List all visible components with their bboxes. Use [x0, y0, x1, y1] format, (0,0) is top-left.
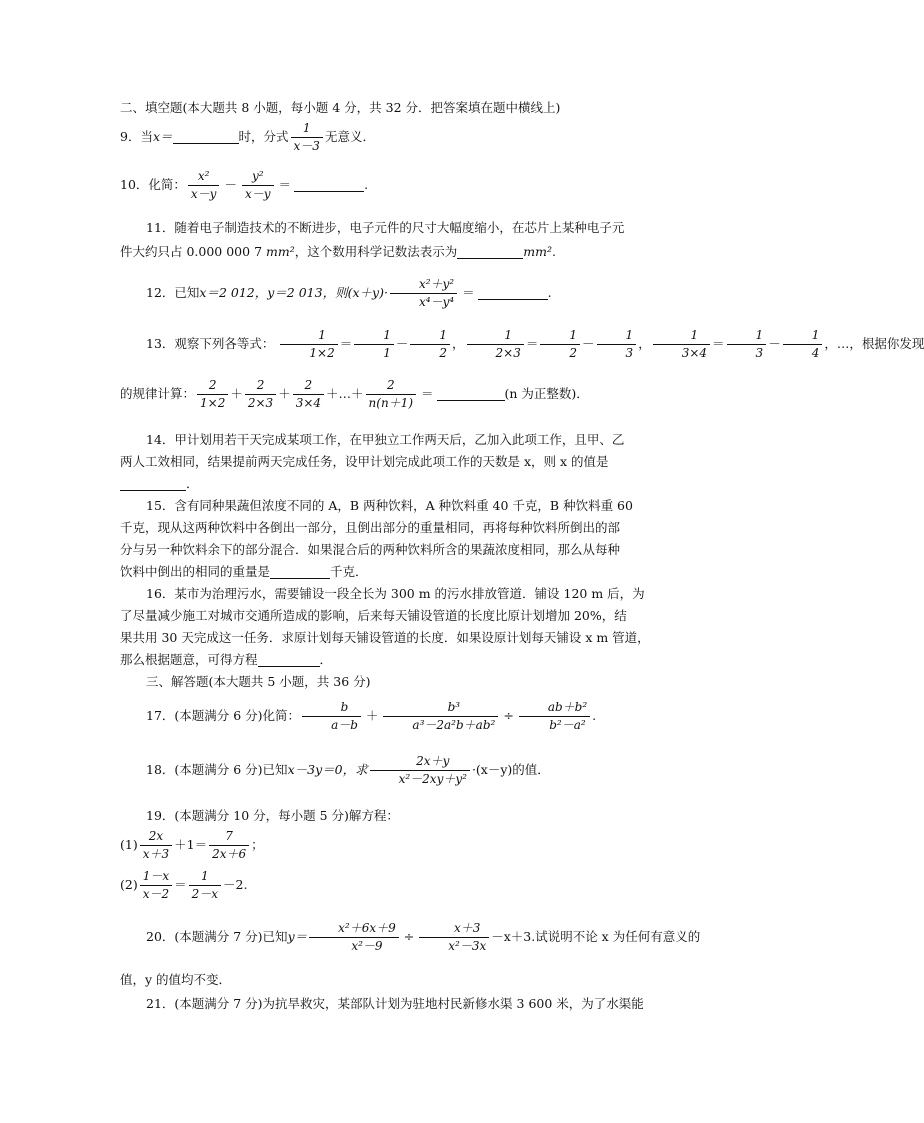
question-15-line-4: [120, 562, 680, 582]
question-14-line-2: 两人工效相同，结果提前两天完成任务，设甲计划完成此项工作的天数是 x，则 x 的值是: [120, 454, 609, 469]
q17-f1-den: a－b: [331, 718, 358, 732]
q10-minus: －: [224, 177, 237, 192]
q15-text: 饮料中倒出的相同的重量是: [120, 564, 271, 579]
q9-var: x＝: [152, 129, 173, 144]
q16-text: 那么根据题意，可得方程: [120, 652, 258, 667]
q19-p1-end: ；: [251, 837, 264, 852]
q19-p2-lnum: 1－x: [140, 868, 172, 886]
q13-t2-den: 2×3: [247, 396, 274, 410]
q14-end: ．: [186, 476, 199, 491]
q13-e3-d: 4: [811, 346, 820, 360]
q13-e2-b: 2: [569, 346, 578, 360]
q13-e3-lden: 3×4: [681, 346, 708, 360]
q9-suffix: 无意义．: [324, 129, 375, 144]
question-16-line-3: 果共用 30 天完成这一任务．求原计划每天铺设管道的长度．如果设原计划每天铺设 x m 管道，: [120, 630, 650, 645]
q18-tail: ·(x－y)的值．: [471, 762, 550, 777]
question-19-title: 19．(本题满分 10 分，每小题 5 分)解方程：: [146, 808, 399, 823]
question-12: [120, 275, 680, 311]
q12-prefix: 12．已知: [146, 285, 200, 300]
q9-prefix: 9．当: [120, 129, 153, 144]
q18-condition: x－3y＝0，求: [287, 762, 368, 777]
q20-tail: －x＋3.试说明不论 x 为任何有意义的: [491, 929, 701, 944]
q15-unit: 千克．: [330, 564, 368, 579]
q13-e2-a: 1: [540, 327, 580, 345]
q18-prefix: 18．(本题满分 6 分)已知: [146, 762, 288, 777]
q19-p1-rden: 2x＋6: [212, 847, 247, 861]
q12-answer-blank[interactable]: [478, 285, 548, 300]
q11-answer-blank[interactable]: [457, 244, 523, 259]
q12-frac-num: x²＋y²: [390, 276, 457, 294]
question-15-line-2: 千克，现从这两种饮料中各倒出一部分，且倒出部分的重量相同，再将每种饮料所倒出的部: [120, 520, 621, 535]
q13-e1-lden: 1×2: [309, 346, 335, 360]
question-19-part-2: [120, 866, 680, 904]
q10-f2-den: x－y: [244, 187, 271, 201]
q19-p2-label: (2): [120, 877, 138, 892]
q11-text-a: 件大约只占 0.000 000 7: [120, 244, 266, 259]
q12-end: .: [547, 285, 552, 300]
q13-e2-lden: 2×3: [495, 346, 521, 360]
q19-p2-rden: 2－x: [191, 887, 219, 901]
q19-p2-mid: ＝: [174, 877, 187, 892]
question-15-line-1: 15．含有同种果蔬但浓度不同的 A，B 两种饮料，A 种饮料重 40 千克，B 种饮料重 60: [146, 498, 633, 513]
section-3-title: 三、解答题(本大题共 5 小题，共 36 分): [146, 674, 371, 689]
question-14-line-3: [120, 474, 680, 494]
q13-e3-b: 3: [755, 346, 764, 360]
q13-last-den: n(n＋1): [368, 396, 414, 410]
q16-end: ．: [319, 652, 333, 667]
q17-op1: ＋: [365, 708, 379, 723]
q10-f2-num: y²: [242, 168, 274, 186]
q11-end: .: [551, 244, 556, 259]
q14-answer-blank[interactable]: [120, 476, 186, 491]
question-18: [120, 752, 680, 788]
q13-t3-den: 3×4: [295, 396, 322, 410]
q13-e2-lnum: 1: [467, 327, 524, 345]
q10-f1-den: x－y: [190, 187, 217, 201]
q10-end: .: [364, 177, 369, 192]
q19-p1-lden: x＋3: [142, 847, 170, 861]
question-15-line-3: 分与另一种饮料余下的部分混合．如果混合后的两种饮料所含的果蔬浓度相同，那么从每种: [120, 542, 621, 557]
q9-frac-den: x－3: [293, 139, 320, 153]
q19-p1-label: (1): [120, 837, 138, 852]
q13-t3-num: 2: [293, 377, 324, 395]
q12-condition: x＝2 012，y＝2 013，则(x＋y)·: [199, 285, 388, 300]
q10-eq: ＝: [278, 177, 292, 192]
q20-f1-num: x²＋6x＋9: [309, 920, 399, 938]
q10-f1-num: x²: [188, 168, 220, 186]
q19-p2-end: －2.: [223, 877, 248, 892]
q18-frac-den: x²－2xy＋y²: [398, 772, 467, 786]
q9-mid: 时，分式: [238, 129, 289, 144]
question-16-line-2: 了尽量减少施工对城市交通所造成的影响，后来每天铺设管道的长度比原计划增加 20%，结: [120, 608, 627, 623]
q13-t2-num: 2: [245, 377, 276, 395]
q11-unit: mm²: [266, 244, 295, 259]
q19-p2-lden: x－2: [142, 887, 170, 901]
q20-f2-num: x＋3: [419, 920, 489, 938]
question-11-line-1: 11．随着电子制造技术的不断进步，电子元件的尺寸大幅度缩小，在芯片上某种电子元: [146, 220, 625, 235]
q13-dots: ＋…＋: [326, 386, 364, 401]
q9-frac-num: 1: [291, 120, 323, 138]
q13-eq: ＝: [421, 386, 434, 401]
q12-fraction: [390, 276, 457, 311]
q17-f2-num: b³: [383, 699, 498, 717]
q17-f3-num: ab＋b²: [519, 699, 590, 717]
question-10: [120, 168, 680, 203]
question-13-line-1: 13．观察下列各等式： $\frac{1}{1\times 2}$ ＝ $\frac{1}{1}$ － $\frac{1}{2}$ ， $\frac{1}{2\times 3}$ ＝ $\frac{1}{2}$ － $\frac{1}{3}$ ， $\frac{1}{3\times 4}$ ＝ $\frac{1}{3}$ － $\frac{1}{4}$ ，…，根据你发现: [146, 328, 924, 360]
question-14-line-1: 14．甲计划用若干天完成某项工作，在甲独立工作两天后，乙加入此项工作，且甲、乙: [146, 432, 625, 447]
q17-op2: ÷: [503, 708, 514, 723]
q19-p1-mid: ＋1＝: [174, 837, 208, 852]
question-11-line-2: [120, 242, 680, 262]
q19-p2-rnum: 1: [189, 868, 221, 886]
question-13-line-2: 的规律计算： $\frac{2}{1\times 2}$ ＋ $\frac{2}{2\times 3}$ ＋ $\frac{2}{3\times 4}$ ＋…＋ $\frac{2}{n(n+1)}$ ＝ (n 为正整数)．: [120, 378, 589, 410]
question-20-line-1: [120, 918, 701, 956]
q13-e3-a: 1: [727, 327, 767, 345]
q13-eq-1: $\frac{1}{1\times 2}$ ＝ $\frac{1}{1}$ － $\frac{1}{2}$: [278, 336, 452, 351]
q20-prefix: 20．(本题满分 7 分)已知: [146, 929, 288, 944]
q13-e1-d: 2: [439, 346, 448, 360]
q20-f1-den: x²－9: [351, 939, 383, 953]
q19-p1-rnum: 7: [209, 828, 249, 846]
q11-text-b: ，这个数用科学记数法表示为: [294, 244, 458, 259]
q13-last-num: 2: [366, 377, 416, 395]
q9-fraction: [291, 120, 323, 155]
q13-line2-prefix: 的规律计算：: [120, 386, 196, 401]
q10-prefix: 10．化简：: [120, 177, 186, 192]
question-16-line-1: 16．某市为治理污水，需要铺设一段全长为 300 m 的污水排放管道．铺设 120 m 后，为: [146, 586, 645, 601]
q18-frac-num: 2x＋y: [370, 753, 470, 771]
question-21-line-1: 21．(本题满分 7 分)为抗旱救灾，某部队计划为驻地村民新修水渠 3 600 米，为了水渠能: [146, 996, 644, 1011]
q13-eq-3: $\frac{1}{3\times 4}$ ＝ $\frac{1}{3}$ － $\frac{1}{4}$: [651, 336, 825, 351]
q17-f3-den: b²－a²: [549, 718, 586, 732]
q17-prefix: 17．(本题满分 6 分)化简：: [146, 708, 301, 723]
q20-y: y＝: [287, 929, 308, 944]
question-19-part-1: [120, 826, 680, 864]
q13-prefix: 13．观察下列各等式：: [146, 336, 275, 351]
q12-eq: ＝: [462, 285, 475, 300]
q13-eq-2: $\frac{1}{2\times 3}$ ＝ $\frac{1}{2}$ － $\frac{1}{3}$: [465, 336, 639, 351]
q17-end: .: [592, 708, 597, 723]
q12-frac-den: x⁴－y⁴: [418, 295, 455, 309]
q13-e3-lnum: 1: [653, 327, 710, 345]
q13-e1-a: 1: [354, 327, 394, 345]
q13-e1-b: 1: [383, 346, 391, 360]
q13-note: (n 为正整数)．: [504, 386, 589, 401]
question-20-line-2: 值，y 的值均不变．: [120, 972, 232, 987]
question-16-line-4: [120, 650, 680, 670]
q10-frac-2: [242, 168, 274, 203]
q17-f2-den: a³－2a²b＋ab²: [412, 718, 496, 732]
q20-op: ÷: [403, 929, 415, 944]
question-17: [120, 698, 680, 734]
q19-p1-lnum: 2x: [140, 828, 172, 846]
q13-e2-d: 3: [625, 346, 634, 360]
q13-e2-c: 1: [597, 327, 637, 345]
q13-e1-c: 1: [410, 327, 450, 345]
q13-t1-den: 1×2: [200, 396, 226, 410]
q10-frac-1: [188, 168, 220, 203]
q20-f2-den: x²－3x: [448, 939, 487, 953]
q13-e3-c: 1: [783, 327, 823, 345]
q13-e1-lnum: 1: [280, 327, 337, 345]
q13-tail: ，…，根据你发现: [824, 336, 924, 351]
q16-answer-blank[interactable]: [258, 652, 320, 667]
q9-answer-blank[interactable]: [173, 129, 239, 144]
q13-answer-blank[interactable]: [437, 386, 505, 401]
q11-unit-2: mm²: [523, 244, 552, 259]
q13-t1-num: 2: [197, 377, 228, 395]
section-2-title: 二、填空题(本大题共 8 小题，每小题 4 分，共 32 分．把答案填在题中横线上): [120, 100, 561, 115]
question-9: [120, 120, 680, 155]
q17-f1-num: b: [302, 699, 361, 717]
q10-answer-blank[interactable]: [294, 177, 364, 192]
q15-answer-blank[interactable]: [270, 564, 330, 579]
